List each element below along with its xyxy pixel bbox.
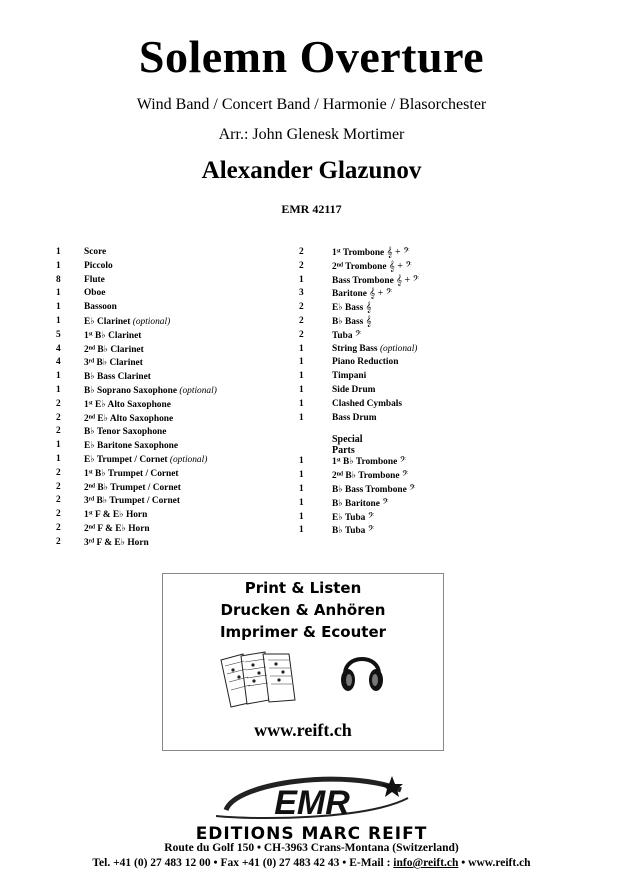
part-instrument <box>84 399 171 410</box>
part-quantity: 1 <box>299 412 304 423</box>
part-quantity: 2 <box>299 315 304 326</box>
part-name: Bass Trombone <box>332 275 394 286</box>
part-name: B♭ Bass Trombone <box>332 484 407 495</box>
part-name: 1ˢᵗ Trombone <box>332 248 385 258</box>
part-name: E♭ Clarinet <box>84 316 131 327</box>
part-quantity: 1 <box>299 371 304 382</box>
clef-icon: 𝄢 <box>367 525 375 537</box>
clef-icon: 𝄞 + 𝄢 <box>388 260 412 272</box>
part-name: 1ˢᵗ B♭ Trombone <box>332 457 398 468</box>
part-name: E♭ Trumpet / Cornet <box>84 454 168 465</box>
part-name: 3ʳᵈ B♭ Trumpet / Cornet <box>84 496 180 507</box>
part-name: 3ʳᵈ F & E♭ Horn <box>84 537 149 548</box>
part-name: 1ˢᵗ B♭ Trumpet / Cornet <box>84 468 179 479</box>
part-instrument <box>332 385 376 395</box>
part-instrument <box>332 456 406 467</box>
promo-line-german: Drucken & Anhören <box>220 601 386 619</box>
publisher-address: Route du Golf 150 • CH-3963 Crans-Montana (Switzerland) <box>164 842 459 854</box>
part-instrument <box>332 316 372 327</box>
clef-icon: 𝄞 <box>365 315 372 327</box>
part-instrument <box>84 344 144 355</box>
part-instrument <box>84 523 150 534</box>
part-quantity: 1 <box>299 456 304 467</box>
part-quantity: 2 <box>299 260 304 271</box>
part-name: 2ⁿᵈ B♭ Clarinet <box>84 344 144 355</box>
composer-name: Alexander Glazunov <box>201 157 422 184</box>
part-instrument <box>84 288 105 298</box>
part-quantity: 1 <box>56 453 61 464</box>
part-instrument <box>332 247 410 258</box>
part-quantity: 1 <box>299 470 304 481</box>
part-instrument <box>84 330 141 341</box>
part-quantity: 2 <box>56 495 61 506</box>
part-name: Tuba <box>332 330 353 341</box>
part-instrument <box>332 498 389 509</box>
part-quantity: 1 <box>56 371 61 382</box>
part-instrument <box>332 470 408 481</box>
part-instrument <box>332 413 377 423</box>
clef-icon: 𝄢 <box>401 470 409 482</box>
special-parts-heading-text: Special Parts <box>332 434 363 457</box>
part-quantity: 1 <box>56 384 61 395</box>
part-instrument <box>84 468 179 479</box>
part-name: Bassoon <box>84 302 117 313</box>
part-name: 3ʳᵈ B♭ Clarinet <box>84 358 143 369</box>
part-quantity: 1 <box>299 483 304 494</box>
part-quantity: 4 <box>56 343 61 354</box>
part-instrument <box>332 344 417 354</box>
part-name: Side Drum <box>332 384 376 395</box>
part-name: String Bass <box>332 343 378 354</box>
part-instrument <box>84 482 181 493</box>
part-quantity: 2 <box>299 247 304 257</box>
part-instrument <box>332 275 419 286</box>
part-name: Bass Drum <box>332 412 377 423</box>
part-name: 2ⁿᵈ B♭ Trumpet / Cornet <box>84 482 181 493</box>
part-name: B♭ Soprano Saxophone <box>84 385 177 396</box>
part-name: B♭ Tuba <box>332 526 366 537</box>
part-quantity: 1 <box>299 357 304 368</box>
clef-icon: 𝄢 <box>409 483 416 495</box>
clef-icon: 𝄞 + 𝄢 <box>396 274 420 286</box>
part-instrument <box>332 484 416 495</box>
part-quantity: 2 <box>56 467 61 478</box>
part-quantity: 2 <box>299 302 304 313</box>
part-quantity: 2 <box>56 412 61 423</box>
part-instrument <box>332 261 412 272</box>
part-quantity: 2 <box>299 329 304 340</box>
part-name: 2ⁿᵈ Trombone <box>332 261 387 272</box>
part-quantity: 2 <box>56 481 61 492</box>
part-instrument <box>84 454 207 465</box>
part-quantity: 1 <box>56 247 61 257</box>
part-quantity: 1 <box>56 288 61 299</box>
part-name: 1ˢᵗ F & E♭ Horn <box>84 510 148 521</box>
part-instrument <box>84 537 149 548</box>
website-link[interactable]: www.reift.ch <box>254 720 352 740</box>
optional-note: (optional) <box>132 316 171 327</box>
part-instrument <box>84 440 178 451</box>
part-name: Clashed Cymbals <box>332 398 403 409</box>
part-name: 2ⁿᵈ F & E♭ Horn <box>84 523 150 534</box>
part-instrument <box>332 288 392 299</box>
part-instrument <box>84 509 147 520</box>
part-name: B♭ Bass <box>332 316 364 327</box>
part-name: 1ˢᵗ B♭ Clarinet <box>84 330 142 341</box>
part-quantity: 2 <box>56 536 61 547</box>
emr-logo <box>196 772 428 826</box>
sheet-music-icon <box>219 650 299 708</box>
part-instrument <box>84 247 106 257</box>
clef-icon: 𝄞 + 𝄢 <box>386 247 410 258</box>
part-quantity: 1 <box>299 511 304 522</box>
part-instrument <box>332 330 361 341</box>
clef-icon: 𝄢 <box>367 511 375 523</box>
part-name: 1ˢᵗ E♭ Alto Saxophone <box>84 399 171 410</box>
part-quantity: 3 <box>299 288 304 299</box>
print-listen-box[interactable] <box>162 573 444 751</box>
part-quantity: 1 <box>56 260 61 271</box>
part-name: Timpani <box>332 371 367 382</box>
part-quantity: 4 <box>56 357 61 368</box>
clef-icon: 𝄢 <box>399 456 407 468</box>
optional-note: (optional) <box>379 343 418 354</box>
publisher-name: EDITIONS MARC REIFT <box>195 824 428 844</box>
logo-text: EMR <box>274 784 350 822</box>
part-name: Piano Reduction <box>332 357 399 368</box>
part-quantity: 1 <box>299 398 304 409</box>
part-name: Flute <box>84 274 105 285</box>
part-name: 2ⁿᵈ B♭ Trombone <box>332 471 400 482</box>
part-instrument <box>332 302 372 313</box>
part-instrument <box>84 413 173 424</box>
part-name: 2ⁿᵈ E♭ Alto Saxophone <box>84 413 174 424</box>
part-name: E♭ Baritone Saxophone <box>84 441 179 452</box>
part-name: Piccolo <box>84 260 113 271</box>
part-name: Baritone <box>332 289 367 300</box>
clef-icon: 𝄞 + 𝄢 <box>369 288 393 300</box>
contact-website: • www.reift.ch <box>458 857 531 869</box>
part-quantity: 2 <box>56 522 61 533</box>
part-instrument <box>84 357 143 368</box>
part-quantity: 5 <box>56 329 61 340</box>
part-instrument <box>84 495 180 506</box>
contact-phone-fax: Tel. +41 (0) 27 483 12 00 • Fax +41 (0) 27 483 42 43 • E-Mail : <box>92 857 394 869</box>
part-instrument <box>84 275 105 285</box>
promo-line-english: Print & Listen <box>244 579 362 597</box>
part-quantity: 2 <box>56 509 61 520</box>
ensemble-subtitle: Wind Band / Concert Band / Harmonie / Blasorchester <box>136 96 487 113</box>
part-instrument <box>332 399 402 409</box>
part-instrument <box>332 512 374 523</box>
optional-note: (optional) <box>179 385 217 396</box>
part-quantity: 2 <box>56 398 61 409</box>
part-instrument <box>84 316 170 327</box>
part-quantity: 1 <box>56 302 61 313</box>
catalog-number: EMR 42117 <box>281 202 342 216</box>
score-title: Solemn Overture <box>138 31 485 82</box>
part-name: Score <box>84 247 107 257</box>
part-instrument <box>332 371 366 381</box>
part-name: B♭ Baritone <box>332 498 380 509</box>
part-name: E♭ Tuba <box>332 512 366 523</box>
part-quantity: 8 <box>56 274 61 285</box>
part-name: B♭ Bass Clarinet <box>84 372 151 383</box>
part-instrument <box>84 426 166 437</box>
part-quantity: 1 <box>56 315 61 326</box>
part-quantity: 1 <box>56 440 61 451</box>
headphones-icon <box>339 646 385 694</box>
part-instrument <box>84 302 117 312</box>
part-quantity: 1 <box>299 497 304 508</box>
clef-icon: 𝄢 <box>382 497 389 509</box>
part-instrument <box>332 357 398 367</box>
part-quantity: 1 <box>299 384 304 395</box>
publisher-contact <box>0 857 623 869</box>
part-instrument <box>84 385 217 396</box>
email-link[interactable]: info@reift.ch <box>393 857 459 869</box>
part-name: B♭ Tenor Saxophone <box>84 427 167 438</box>
clef-icon: 𝄢 <box>354 329 362 341</box>
clef-icon: 𝄞 <box>365 302 372 314</box>
part-quantity: 1 <box>299 525 304 536</box>
part-instrument <box>332 525 374 536</box>
part-name: E♭ Bass <box>332 303 364 314</box>
part-instrument <box>84 261 113 271</box>
part-quantity: 2 <box>56 426 61 437</box>
arranger-credit: Arr.: John Glenesk Mortimer <box>218 126 405 143</box>
part-instrument <box>84 371 151 382</box>
part-name: Oboe <box>84 288 106 299</box>
part-quantity: 1 <box>299 343 304 354</box>
part-quantity: 1 <box>299 274 304 285</box>
promo-line-french: Imprimer & Ecouter <box>219 623 387 641</box>
optional-note: (optional) <box>169 454 208 465</box>
